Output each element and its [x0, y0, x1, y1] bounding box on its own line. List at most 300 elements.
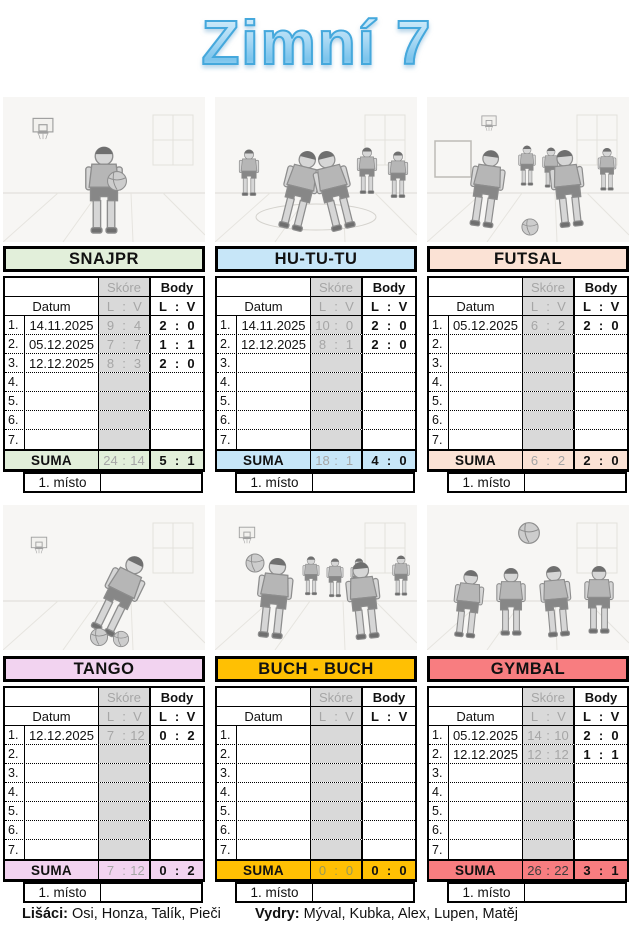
row-number-cell: 3. [5, 354, 25, 372]
date-cell [449, 764, 523, 782]
row-number-cell: 3. [429, 764, 449, 782]
match-row [5, 335, 203, 354]
empty-header-cell [5, 278, 99, 296]
match-row [429, 373, 627, 392]
points-cell [575, 783, 627, 801]
score-cell [311, 354, 363, 372]
score-cell [99, 783, 151, 801]
row-number-cell: 2. [217, 335, 237, 353]
score-cell [99, 821, 151, 839]
roster-lisaci-team: Lišáci: [22, 906, 68, 922]
score-cell [311, 373, 363, 391]
score-cell [311, 764, 363, 782]
date-cell [449, 411, 523, 429]
date-cell [25, 802, 99, 820]
team-name-header: SNAJPR [3, 246, 205, 272]
row-number-cell: 2. [429, 745, 449, 763]
score-cell [311, 802, 363, 820]
date-cell: 05.12.2025 [449, 316, 523, 334]
date-cell [449, 392, 523, 410]
match-row [5, 354, 203, 373]
match-row [5, 411, 203, 430]
date-cell [237, 783, 311, 801]
boys-dodgeball-sketch [215, 505, 417, 650]
score-cell [99, 764, 151, 782]
team-name-header: GYMBAL [427, 656, 629, 682]
row-number-cell: 3. [5, 764, 25, 782]
first-place-label: 1. místo [449, 474, 525, 491]
score-cell [311, 430, 363, 449]
match-row [217, 783, 415, 802]
team-table-hututu [215, 246, 417, 493]
date-column-header: Datum [5, 707, 99, 725]
first-place-label: 1. místo [237, 474, 313, 491]
row-number-cell: 7. [217, 840, 237, 859]
points-column-header: Body [372, 279, 406, 295]
subheader-row [5, 707, 203, 726]
points-cell [575, 392, 627, 410]
date-cell [237, 430, 311, 449]
date-cell [449, 783, 523, 801]
subheader-row [5, 297, 203, 316]
points-cell: 2 : 0 [371, 336, 407, 352]
date-cell [237, 764, 311, 782]
match-row [217, 726, 415, 745]
suma-row [5, 449, 203, 469]
suma-label: SUMA [429, 861, 523, 879]
suma-score-cell: 7 : 12 [99, 861, 151, 879]
score-cell [523, 840, 575, 859]
suma-label: SUMA [5, 861, 99, 879]
empty-header-cell [429, 278, 523, 296]
match-row [5, 316, 203, 335]
points-cell: 1 : 1 [159, 336, 195, 352]
suma-row [217, 859, 415, 879]
match-row [429, 802, 627, 821]
first-place-row [235, 882, 415, 903]
date-cell [237, 354, 311, 372]
score-cell [523, 392, 575, 410]
points-cell: 2 : 0 [583, 727, 619, 743]
suma-row [217, 449, 415, 469]
match-row [217, 802, 415, 821]
date-cell [237, 745, 311, 763]
row-number-cell: 6. [5, 821, 25, 839]
row-number-cell: 7. [5, 430, 25, 449]
points-cell [151, 802, 203, 820]
points-lv-header: L : V [583, 298, 620, 314]
match-row [429, 726, 627, 745]
points-cell [575, 840, 627, 859]
column-header-row [429, 688, 627, 707]
empty-header-cell [429, 688, 523, 706]
first-place-label: 1. místo [25, 474, 101, 491]
row-number-cell: 7. [429, 430, 449, 449]
score-column-header: Skóre [523, 688, 575, 706]
team-table-tango [3, 656, 205, 903]
score-cell [99, 392, 151, 410]
score-cell [523, 430, 575, 449]
row-number-cell: 1. [5, 726, 25, 744]
date-cell [237, 802, 311, 820]
date-column-header: Datum [217, 297, 311, 315]
date-column-header: Datum [429, 707, 523, 725]
match-row [5, 430, 203, 449]
points-cell [363, 745, 415, 763]
team-name-header: TANGO [3, 656, 205, 682]
team-table-buchbuch [215, 656, 417, 903]
score-cell [311, 821, 363, 839]
row-number-cell: 2. [5, 335, 25, 353]
score-cell [523, 783, 575, 801]
date-cell [449, 354, 523, 372]
roster-lisaci-players: Osi, Honza, Talík, Pieči [71, 906, 221, 922]
date-cell: 14.11.2025 [25, 316, 99, 334]
points-lv-header: L : V [159, 708, 196, 724]
suma-score-cell: 0 : 0 [311, 861, 363, 879]
match-row [429, 354, 627, 373]
match-row [217, 335, 415, 354]
match-row [5, 373, 203, 392]
points-cell [151, 430, 203, 449]
points-cell [575, 354, 627, 372]
points-cell [363, 840, 415, 859]
date-cell: 12.12.2025 [25, 726, 99, 744]
row-number-cell: 4. [429, 783, 449, 801]
points-cell [151, 392, 203, 410]
points-cell [575, 764, 627, 782]
suma-points-cell: 0 : 2 [159, 862, 195, 878]
row-number-cell: 2. [429, 335, 449, 353]
suma-points-cell: 0 : 0 [371, 862, 407, 878]
points-cell [363, 411, 415, 429]
subheader-row [429, 297, 627, 316]
empty-header-cell [217, 278, 311, 296]
points-cell [363, 354, 415, 372]
match-row [429, 316, 627, 335]
points-lv-header: L : V [371, 298, 408, 314]
score-cell [311, 840, 363, 859]
suma-points-cell: 2 : 0 [583, 452, 619, 468]
match-row [429, 821, 627, 840]
first-place-row [447, 472, 627, 493]
roster-lisaci [22, 906, 221, 922]
date-cell [25, 373, 99, 391]
row-number-cell: 5. [5, 802, 25, 820]
points-lv-header: L : V [159, 298, 196, 314]
column-header-row [5, 688, 203, 707]
date-cell [25, 840, 99, 859]
score-cell [99, 840, 151, 859]
score-lv-header: L : V [99, 297, 151, 315]
row-number-cell: 1. [429, 316, 449, 334]
score-cell [523, 821, 575, 839]
subheader-row [217, 707, 415, 726]
row-number-cell: 3. [217, 764, 237, 782]
first-place-row [23, 882, 203, 903]
row-number-cell: 5. [217, 392, 237, 410]
date-cell: 05.12.2025 [25, 335, 99, 353]
first-place-label: 1. místo [237, 884, 313, 901]
match-row [5, 783, 203, 802]
row-number-cell: 7. [217, 430, 237, 449]
points-lv-header: L : V [371, 708, 408, 724]
points-cell [151, 745, 203, 763]
score-cell [99, 373, 151, 391]
date-cell [237, 411, 311, 429]
date-column-header: Datum [5, 297, 99, 315]
score-cell [311, 411, 363, 429]
team-name-header: HU-TU-TU [215, 246, 417, 272]
suma-row [429, 449, 627, 469]
score-column-header: Skóre [311, 688, 363, 706]
row-number-cell: 7. [5, 840, 25, 859]
suma-label: SUMA [5, 451, 99, 469]
points-cell [151, 821, 203, 839]
row-number-cell: 5. [5, 392, 25, 410]
row-number-cell: 6. [217, 821, 237, 839]
match-row [429, 430, 627, 449]
suma-score-cell: 18 : 1 [311, 451, 363, 469]
row-number-cell: 6. [429, 821, 449, 839]
score-cell: 10 : 0 [311, 316, 363, 334]
first-place-value [525, 884, 625, 901]
match-row [429, 392, 627, 411]
points-cell [363, 764, 415, 782]
suma-row [5, 859, 203, 879]
points-cell [363, 392, 415, 410]
row-number-cell: 5. [217, 802, 237, 820]
results-table [215, 686, 417, 882]
suma-score-cell: 24 : 14 [99, 451, 151, 469]
points-cell [575, 821, 627, 839]
row-number-cell: 7. [429, 840, 449, 859]
match-row [429, 335, 627, 354]
results-table [427, 686, 629, 882]
points-cell: 0 : 2 [159, 727, 195, 743]
roster-vydry [255, 906, 518, 922]
match-row [217, 392, 415, 411]
points-cell [575, 335, 627, 353]
row-number-cell: 5. [429, 392, 449, 410]
date-cell [449, 840, 523, 859]
date-cell: 05.12.2025 [449, 726, 523, 744]
match-row [5, 392, 203, 411]
match-row [5, 745, 203, 764]
points-cell [575, 430, 627, 449]
suma-label: SUMA [217, 451, 311, 469]
score-cell [523, 335, 575, 353]
date-cell [449, 430, 523, 449]
date-column-header: Datum [429, 297, 523, 315]
date-cell [25, 764, 99, 782]
points-cell [363, 821, 415, 839]
match-row [217, 373, 415, 392]
score-lv-header: L : V [311, 707, 363, 725]
match-row [217, 821, 415, 840]
row-number-cell: 4. [429, 373, 449, 391]
suma-score-cell: 26 : 22 [523, 861, 575, 879]
points-cell [151, 373, 203, 391]
first-place-label: 1. místo [25, 884, 101, 901]
match-row [429, 745, 627, 764]
points-cell [151, 783, 203, 801]
suma-points-cell: 4 : 0 [371, 452, 407, 468]
score-cell [311, 392, 363, 410]
first-place-row [447, 882, 627, 903]
empty-header-cell [5, 688, 99, 706]
points-cell: 2 : 0 [583, 317, 619, 333]
points-column-header: Body [160, 279, 194, 295]
date-cell [25, 411, 99, 429]
boys-playing-futsal-sketch [427, 97, 629, 242]
first-place-label: 1. místo [449, 884, 525, 901]
first-place-value [101, 884, 201, 901]
points-cell [363, 726, 415, 744]
match-row [217, 840, 415, 859]
points-cell: 2 : 0 [159, 317, 195, 333]
score-cell: 9 : 4 [99, 316, 151, 334]
two-boys-wrestling-sketch [215, 97, 417, 242]
date-cell [237, 392, 311, 410]
team-table-snajpr [3, 246, 205, 493]
row-number-cell: 2. [5, 745, 25, 763]
match-row [5, 821, 203, 840]
score-lv-header: L : V [523, 297, 575, 315]
match-row [5, 802, 203, 821]
date-cell [449, 373, 523, 391]
match-row [5, 726, 203, 745]
match-row [217, 411, 415, 430]
row-number-cell: 6. [5, 411, 25, 429]
results-table [215, 276, 417, 472]
match-row [429, 783, 627, 802]
suma-score-cell: 6 : 2 [523, 451, 575, 469]
score-cell: 14 : 10 [523, 726, 575, 744]
match-row [217, 316, 415, 335]
row-number-cell: 4. [5, 783, 25, 801]
match-row [5, 840, 203, 859]
score-column-header: Skóre [99, 688, 151, 706]
first-place-value [525, 474, 625, 491]
row-number-cell: 5. [429, 802, 449, 820]
date-cell: 12.12.2025 [449, 745, 523, 763]
match-row [429, 840, 627, 859]
row-number-cell: 3. [429, 354, 449, 372]
date-cell [237, 726, 311, 744]
score-column-header: Skóre [311, 278, 363, 296]
points-cell: 2 : 0 [159, 355, 195, 371]
roster-vydry-team: Vydry: [255, 906, 300, 922]
subheader-row [429, 707, 627, 726]
match-row [429, 411, 627, 430]
points-cell [575, 411, 627, 429]
team-name-header: FUTSAL [427, 246, 629, 272]
points-cell [363, 802, 415, 820]
row-number-cell: 1. [5, 316, 25, 334]
row-number-cell: 1. [429, 726, 449, 744]
score-lv-header: L : V [99, 707, 151, 725]
points-cell [151, 840, 203, 859]
points-cell [363, 430, 415, 449]
score-cell: 7 : 12 [99, 726, 151, 744]
date-cell [237, 373, 311, 391]
date-cell [25, 430, 99, 449]
points-cell [575, 802, 627, 820]
points-lv-header: L : V [583, 708, 620, 724]
score-cell: 7 : 7 [99, 335, 151, 353]
first-place-value [313, 474, 413, 491]
score-cell [523, 411, 575, 429]
match-row [217, 430, 415, 449]
points-cell [363, 373, 415, 391]
row-number-cell: 4. [5, 373, 25, 391]
points-cell [363, 783, 415, 801]
score-lv-header: L : V [523, 707, 575, 725]
date-cell [25, 745, 99, 763]
date-cell [25, 392, 99, 410]
date-cell [237, 821, 311, 839]
date-cell: 12.12.2025 [25, 354, 99, 372]
points-cell: 1 : 1 [583, 746, 619, 762]
score-cell [523, 764, 575, 782]
points-column-header: Body [584, 279, 618, 295]
suma-label: SUMA [217, 861, 311, 879]
team-table-gymbal [427, 656, 629, 903]
results-table [3, 276, 205, 472]
score-cell: 8 : 3 [99, 354, 151, 372]
column-header-row [217, 278, 415, 297]
empty-header-cell [217, 688, 311, 706]
score-cell [523, 373, 575, 391]
score-lv-header: L : V [311, 297, 363, 315]
score-cell: 6 : 2 [523, 316, 575, 334]
roster-vydry-players: Mýval, Kubka, Alex, Lupen, Matěj [303, 906, 519, 922]
first-place-row [23, 472, 203, 493]
first-place-value [101, 474, 201, 491]
column-header-row [5, 278, 203, 297]
score-cell [99, 430, 151, 449]
date-cell [449, 335, 523, 353]
score-cell: 8 : 1 [311, 335, 363, 353]
score-cell [99, 802, 151, 820]
date-cell: 12.12.2025 [237, 335, 311, 353]
date-cell [237, 840, 311, 859]
row-number-cell: 4. [217, 783, 237, 801]
results-table [427, 276, 629, 472]
team-table-futsal [427, 246, 629, 493]
boy-picking-up-balls-sketch [3, 505, 205, 650]
points-cell: 2 : 0 [371, 317, 407, 333]
score-cell [311, 745, 363, 763]
score-cell [523, 354, 575, 372]
team-name-header: BUCH - BUCH [215, 656, 417, 682]
points-cell [575, 373, 627, 391]
date-column-header: Datum [217, 707, 311, 725]
points-cell [151, 764, 203, 782]
results-table [3, 686, 205, 882]
points-column-header: Body [160, 689, 194, 705]
match-row [5, 764, 203, 783]
score-column-header: Skóre [99, 278, 151, 296]
suma-points-cell: 5 : 1 [159, 452, 195, 468]
date-cell [449, 821, 523, 839]
suma-label: SUMA [429, 451, 523, 469]
boys-volleyball-sketch [427, 505, 629, 650]
row-number-cell: 6. [217, 411, 237, 429]
date-cell: 14.11.2025 [237, 316, 311, 334]
suma-row [429, 859, 627, 879]
